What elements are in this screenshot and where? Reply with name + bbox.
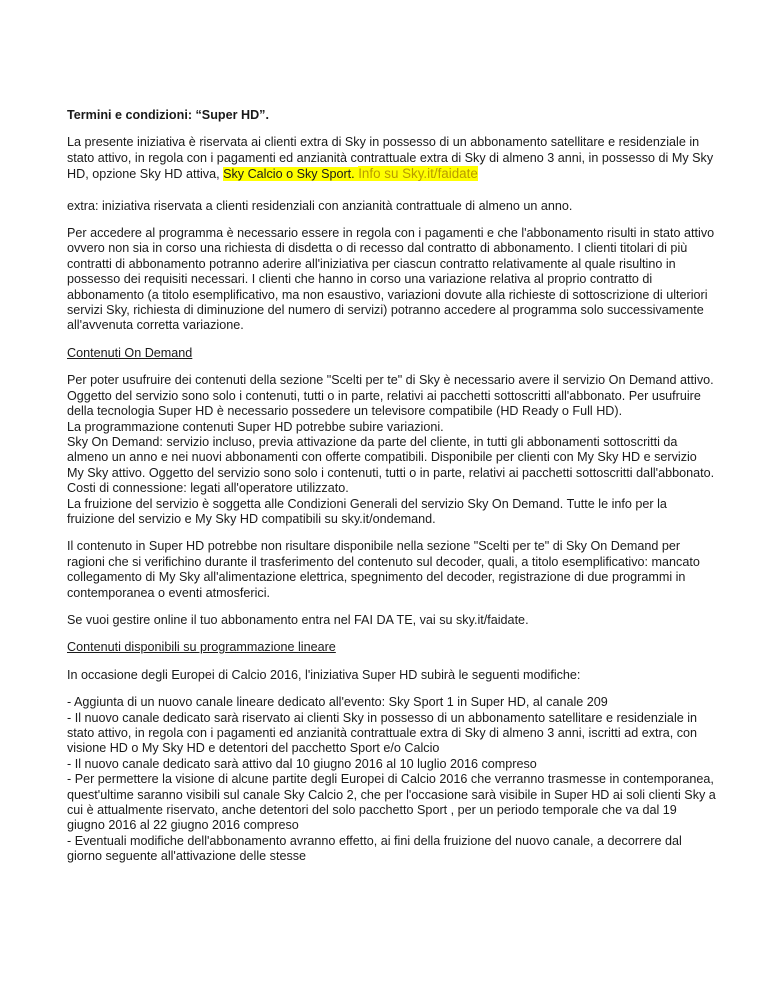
intro-highlight: Sky Calcio o Sky Sport. xyxy=(223,167,355,182)
document-body xyxy=(67,108,717,877)
on-demand-line: Sky On Demand: servizio incluso, previa attivazione da parte del cliente, in tutti gli abbonamenti sottoscritti da almeno un anno e nei nuovi abbonamenti con offerte compatibili. Disponibile per clienti con My Sky HD e servizio My Sky attivo. Oggetto del servizio sono solo i contenuti, tutti o in parte, relativi ai pacchetti sottoscritti dall'abbonato. Costi di connessione: legati all'operatore utilizzato. xyxy=(67,434,715,496)
extra-note: extra: iniziativa riservata a clienti residenziali con anzianità contrattuale di almeno un anno. xyxy=(67,198,573,213)
on-demand-block xyxy=(67,373,717,527)
list-item: - Eventuali modifiche dell'abbonamento avranno effetto, ai fini della fruizione del nuovo canale, a decorrere dal giorno seguente all'attivazione delle stesse xyxy=(67,833,682,864)
on-demand-line: La fruizione del servizio è soggetta alle Condizioni Generali del servizio Sky On Demand. Tutte le info per la fruizione del servizio e My Sky HD compatibili su sky.it/ondemand. xyxy=(67,496,667,526)
intro-text: La presente iniziativa è riservata ai clienti extra di Sky in possesso di un abbonamento satellitare e residenziale in stato attivo, in regola con i pagamenti ed anzianità contrattuale extra di Sky di almeno 3 anni, in possesso di My Sky HD, opzione Sky HD attiva, xyxy=(67,135,714,182)
on-demand-heading: Contenuti On Demand xyxy=(67,345,193,360)
manage-online-paragraph: Se vuoi gestire online il tuo abbonamento entra nel FAI DA TE, vai su sky.it/faidate. xyxy=(67,612,529,627)
access-paragraph: Per accedere al programma è necessario essere in regola con i pagamenti e che l'abbonamento risulti in stato attivo ovvero non sia in corso una richiesta di disdetta o di recesso dal contratto di abbonamento. I clienti titolari di più contratti di abbonamento potranno aderire all'iniziativa per ciascun contratto relativamente al quale risultino in possesso dei requisiti necessari. I clienti che hanno in corso una variazione relativa al proprio contratto di abbonamento (a titolo esemplificativo, ma non esaustivo, variazioni dovute alla richieste di sottoscrizione di ulteriori servizi Sky, richiesta di diminuzione del numero di servizi) potranno accedere al programma solo successivamente all'avvenuta corretta variazione. xyxy=(67,226,715,333)
list-item: - Aggiunta di un nuovo canale lineare dedicato all'evento: Sky Sport 1 in Super HD, al canale 209 xyxy=(67,695,608,710)
document-title: Termini e condizioni: “Super HD”. xyxy=(67,108,269,122)
linear-list xyxy=(67,695,717,864)
on-demand-line: Oggetto del servizio sono solo i contenuti, tutti o in parte, relativi ai pacchetti sottoscritti all'abbonato. Per usufruire della tecnologia Super HD è necessario possedere un televisore compatibile (HD Ready o Full HD). xyxy=(67,388,701,419)
list-item: - Per permettere la visione di alcune partite degli Europei di Calcio 2016 che verranno trasmesse in contemporanea, quest'ultime saranno visibili sul canale Sky Calcio 2, che per l'occasione sarà visibile in Super HD ai soli clienti Sky a cui è attualmente riservato, anche detentori del solo pacchetto Sport , per un periodo temporale che va dal 19 giugno 2016 al 22 giugno 2016 compreso xyxy=(67,772,716,833)
list-item: - Il nuovo canale dedicato sarà attivo dal 10 giugno 2016 al 10 luglio 2016 compreso xyxy=(67,756,537,771)
faidate-link[interactable]: Info su Sky.it/faidate xyxy=(358,166,478,182)
on-demand-line: Per poter usufruire dei contenuti della sezione "Scelti per te" di Sky è necessario avere il servizio On Demand attivo. xyxy=(67,373,714,388)
intro-paragraph xyxy=(67,135,717,182)
on-demand-line: La programmazione contenuti Super HD potrebbe subire variazioni. xyxy=(67,419,444,434)
linear-intro: In occasione degli Europei di Calcio 2016, l'iniziativa Super HD subirà le seguenti modifiche: xyxy=(67,667,581,682)
linear-heading: Contenuti disponibili su programmazione lineare xyxy=(67,640,336,655)
list-item: - Il nuovo canale dedicato sarà riservato ai clienti Sky in possesso di un abbonamento satellitare e residenziale in stato attivo, in regola con i pagamenti ed anzianità contrattuale extra di Sky di almeno 3 anni, iscritti ad extra, con visione HD o My Sky HD e detentori del pacchetto Sport e/o Calcio xyxy=(67,710,698,756)
availability-paragraph: Il contenuto in Super HD potrebbe non risultare disponibile nella sezione "Scelti per te" di Sky On Demand per ragioni che si verifichino durante il trasferimento del contenuto sul decoder, quali, a titolo esemplificativo: mancato collegamento di My Sky all'alimentazione elettrica, spegnimento del decoder, registrazione di due programmi in contemporanea o eventi atmosferici. xyxy=(67,539,700,600)
